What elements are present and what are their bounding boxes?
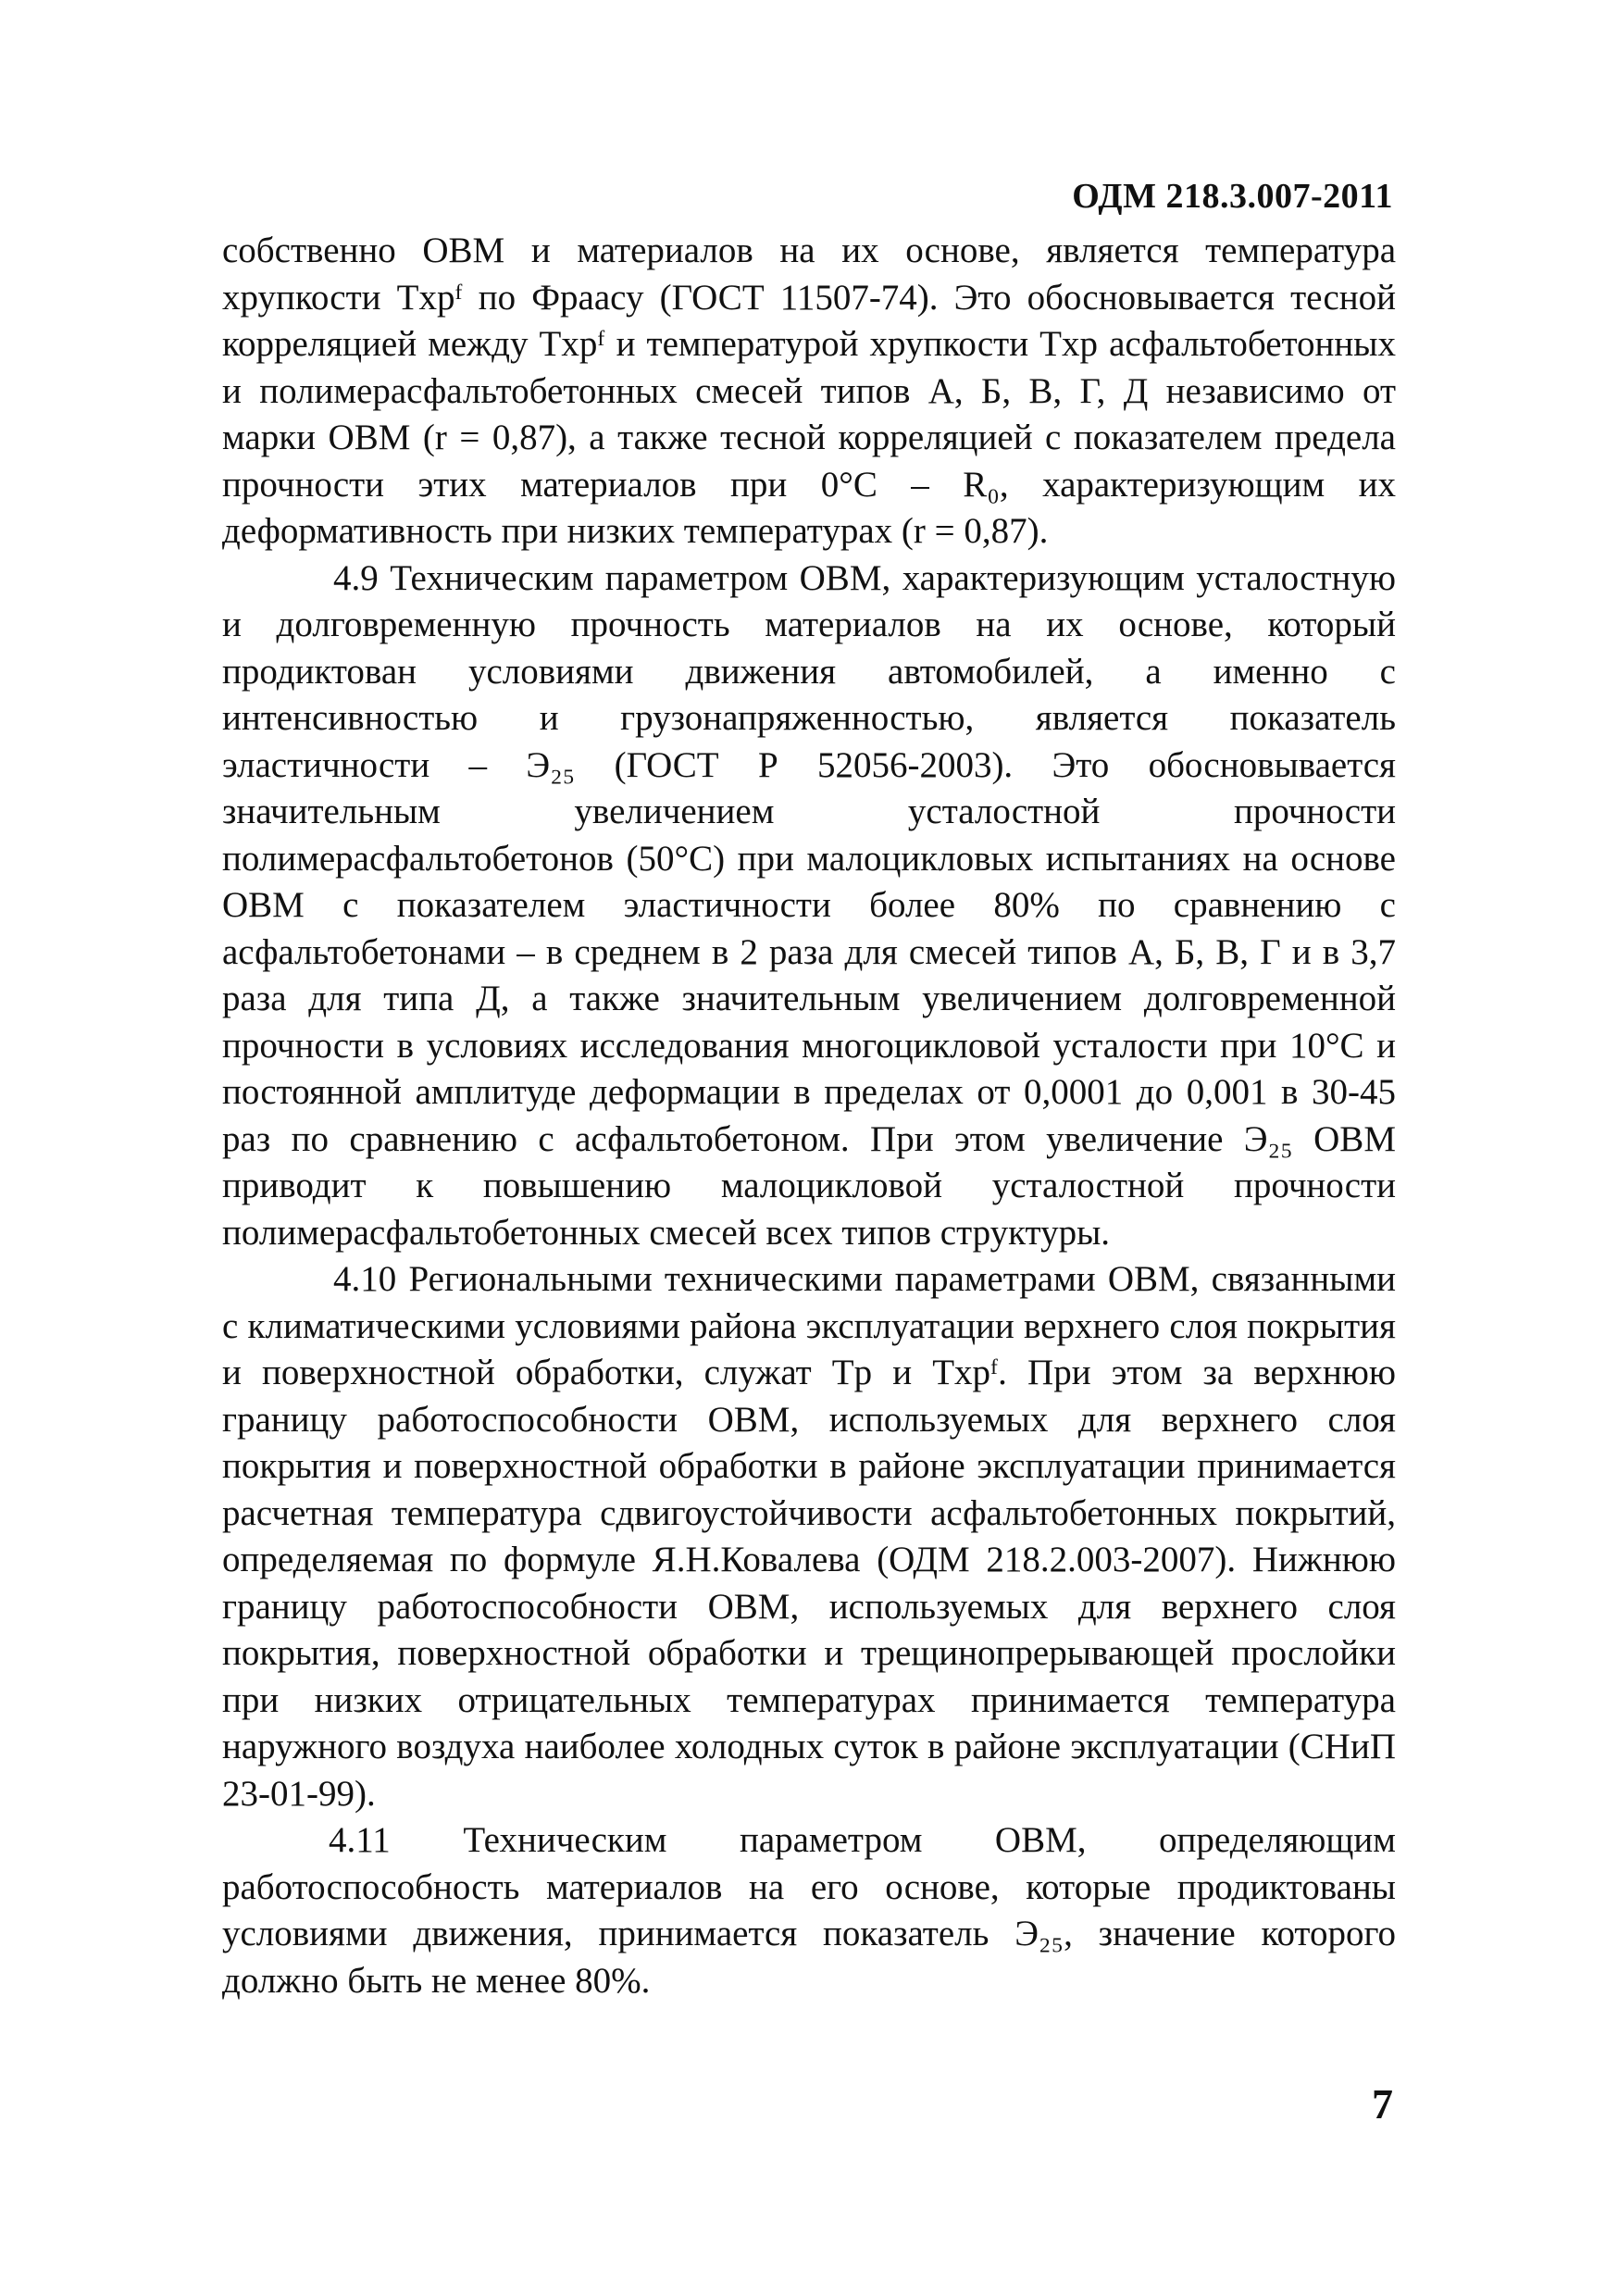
page-number: 7 — [1372, 2080, 1393, 2128]
paragraph-4-10: 4.10 Региональными техническими параметрами ОВМ, связанными с климатическими условиями района эксплуатации верхнего слоя покрытия и поверхностной обработки, служат Tр и Tхрᶠ. При этом за верхнюю границу работоспособности ОВМ, используемых для верхнего слоя покрытия и поверхностной обработки в районе эксплуатации принимается расчетная температура сдвигоустойчивости асфальтобетонных покрытий, определяемая по формуле Я.Н.Ковалева (ОДМ 218.2.003-2007). Нижнюю границу работоспособности ОВМ, используемых для верхнего слоя покрытия, поверхностной обработки и трещинопрерывающей прослойки при низких отрицательных температурах принимается температура наружного воздуха наиболее холодных суток в районе эксплуатации (СНиП 23-01-99). — [222, 1259, 1396, 1814]
document-body — [222, 228, 1396, 2004]
document-code-header: ОДМ 218.3.007-2011 — [1072, 177, 1393, 216]
paragraph-continuation: собственно ОВМ и материалов на их основе, является температура хрупкости Tхрᶠ по Фраасу (ГОСТ 11507-74). Это обосновывается тесной корреляцией между Tхрᶠ и температурой хрупкости Tхр асфальтобетонных и полимерасфальтобетонных смесей типов А, Б, В, Г, Д независимо от марки ОВМ (r = 0,87), а также тесной корреляцией с показателем предела прочности этих материалов при 0°С – R₀, характеризующим их деформативность при низких температурах (r = 0,87). — [222, 231, 1396, 551]
paragraph-4-9: 4.9 Техническим параметром ОВМ, характеризующим усталостную и долговременную прочность материалов на их основе, который продиктован условиями движения автомобилей, а именно с интенсивностью и грузонапряженностью, является показатель эластичности – Э₂₅ (ГОСТ Р 52056-2003). Это обосновывается значительным увеличением усталостной прочности полимерасфальтобетонов (50°С) при малоцикловых испытаниях на основе ОВМ с показателем эластичности более 80% по сравнению с асфальтобетонами – в среднем в 2 раза для смесей типов А, Б, В, Г и в 3,7 раза для типа Д, а также значительным увеличением долговременной прочности в условиях исследования многоцикловой усталости при 10°С и постоянной амплитуде деформации в пределах от 0,0001 до 0,001 в 30-45 раз по сравнению с асфальтобетоном. При этом увеличение Э₂₅ ОВМ приводит к повышению малоцикловой усталостной прочности полимерасфальтобетонных смесей всех типов структуры. — [222, 557, 1396, 1253]
paragraph-4-11: 4.11 Техническим параметром ОВМ, определяющим работоспособность материалов на его основе, которые продиктованы условиями движения, принимается показатель Э₂₅, значение которого должно быть не менее 80%. — [222, 1820, 1396, 2001]
